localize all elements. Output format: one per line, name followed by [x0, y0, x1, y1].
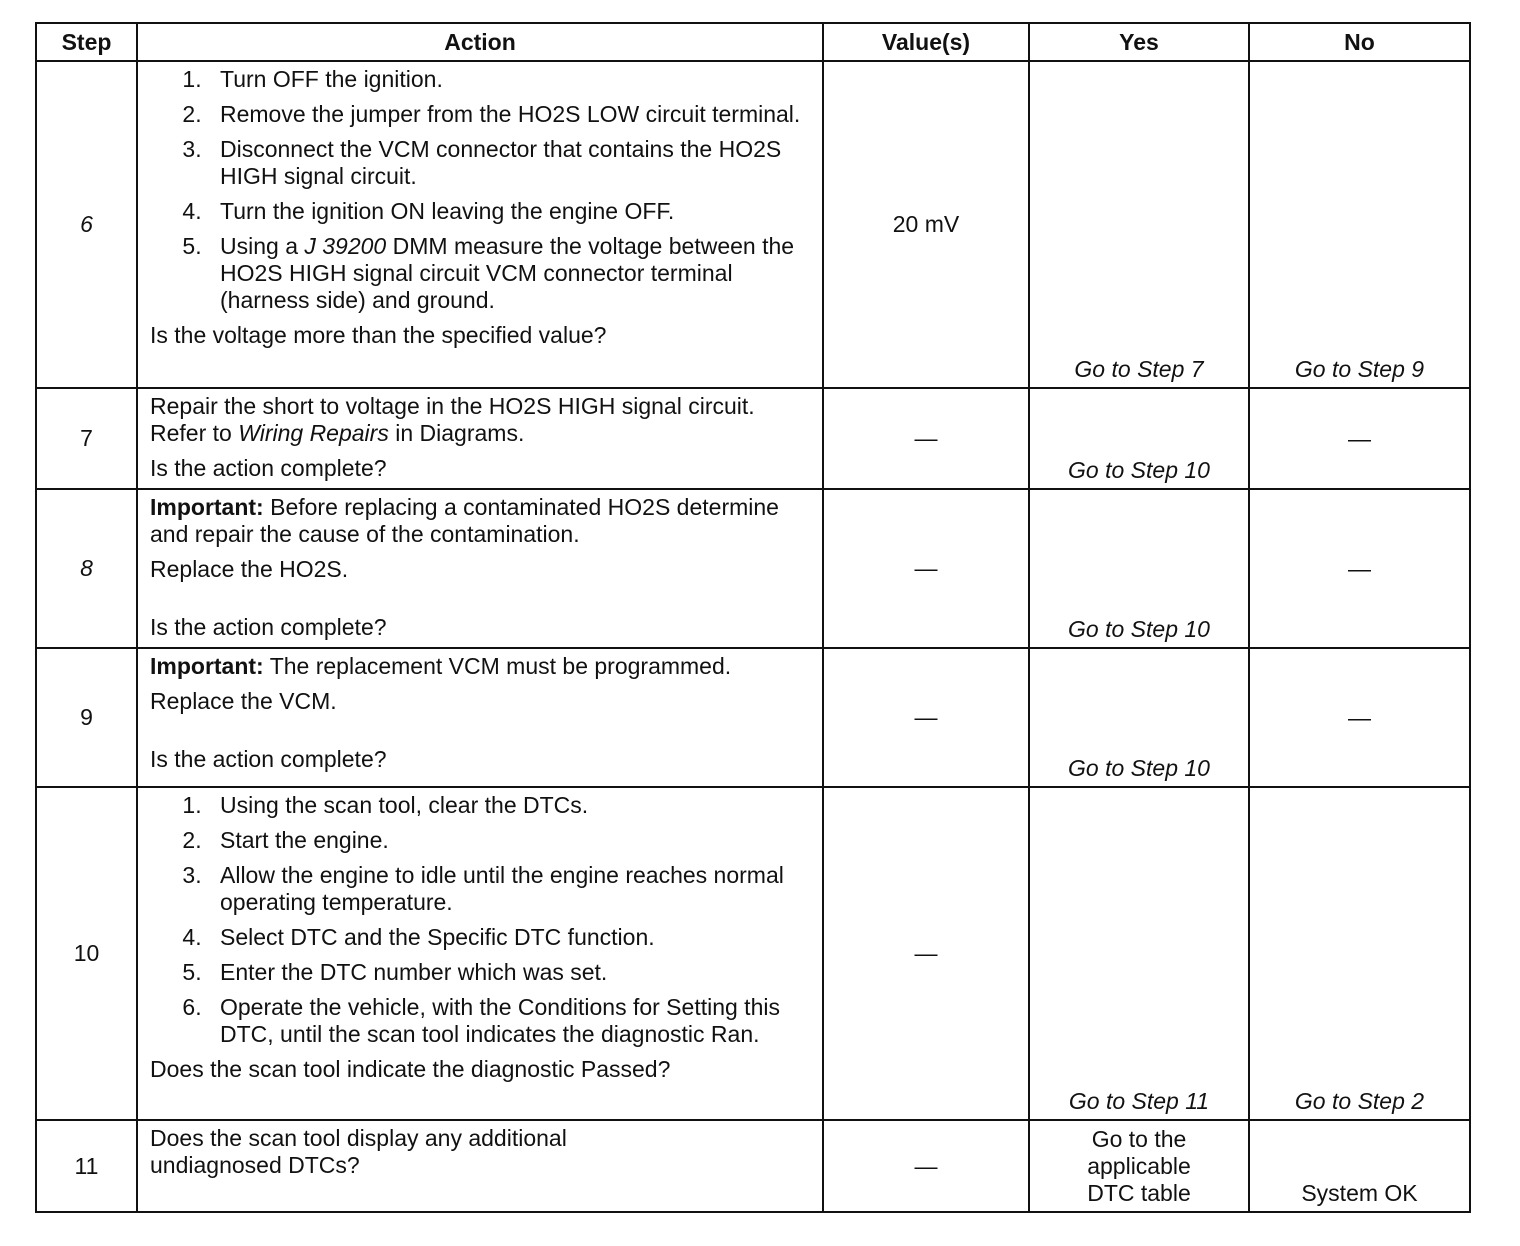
action-cell — [137, 1120, 823, 1212]
list-item: 5. Enter the DTC number which was set. — [208, 959, 810, 986]
header-values: Value(s) — [823, 23, 1029, 61]
list-item: 1. Using the scan tool, clear the DTCs. — [208, 792, 810, 819]
no-cell — [1249, 388, 1470, 489]
action-cell — [137, 648, 823, 787]
tool-number: J 39200 — [304, 233, 387, 259]
question: Does the scan tool indicate the diagnostic Passed? — [150, 1056, 671, 1082]
important-label: Important: — [150, 653, 264, 679]
question: Is the action complete? — [150, 746, 387, 772]
action-list — [150, 792, 810, 1048]
important-note — [150, 494, 810, 548]
list-item: 3. Disconnect the VCM connector that contains the HO2S HIGH signal circuit. — [208, 136, 810, 190]
text-segment: Using a — [220, 233, 305, 259]
yes-link: Go to Step 10 — [1068, 616, 1210, 642]
header-no: No — [1249, 23, 1470, 61]
table-row-step-7 — [36, 388, 1470, 489]
table-row-step-9 — [36, 648, 1470, 787]
value-cell: — — [823, 648, 1029, 787]
step-number: 6 — [36, 61, 137, 388]
diagnostic-table — [35, 22, 1471, 1213]
yes-link: Go to Step 10 — [1068, 755, 1210, 781]
important-text: Before replacing a contaminated HO2S determine and repair the cause of the contamination. — [150, 494, 779, 547]
yes-cell — [1029, 61, 1249, 388]
important-text: The replacement VCM must be programmed. — [263, 653, 732, 679]
step-number: 10 — [36, 787, 137, 1120]
list-item: 4. Turn the ignition ON leaving the engine OFF. — [208, 198, 810, 225]
no-cell — [1249, 61, 1470, 388]
value-cell: — — [823, 787, 1029, 1120]
value-cell: 20 mV — [823, 61, 1029, 388]
action-cell — [137, 61, 823, 388]
yes-link: Go to Step 11 — [1068, 1088, 1210, 1114]
yes-cell — [1029, 787, 1249, 1120]
header-action: Action — [137, 23, 823, 61]
header-yes: Yes — [1029, 23, 1249, 61]
text-segment: Repair the short to voltage in the HO2S HIGH signal circuit. Refer to — [150, 393, 755, 446]
no-link: Go to Step 2 — [1294, 1088, 1425, 1114]
list-item: 6. Operate the vehicle, with the Conditions for Setting this DTC, until the scan tool indicates the diagnostic Ran. — [208, 994, 810, 1048]
question: Is the action complete? — [150, 614, 387, 640]
list-item: 3. Allow the engine to idle until the engine reaches normal operating temperature. — [208, 862, 810, 916]
table-row-step-10 — [36, 787, 1470, 1120]
action-text — [150, 393, 810, 447]
action-list — [150, 66, 810, 314]
text-segment: in Diagrams. — [388, 420, 525, 446]
no-result: System OK — [1301, 1180, 1418, 1206]
step-number: 8 — [36, 489, 137, 648]
question: Does the scan tool display any additional undiagnosed DTCs? — [150, 1125, 567, 1178]
yes-cell — [1029, 648, 1249, 787]
no-value: — — [1348, 425, 1371, 451]
list-item: 2. Start the engine. — [208, 827, 810, 854]
no-cell — [1249, 1120, 1470, 1212]
step-number: 7 — [36, 388, 137, 489]
list-item — [208, 233, 810, 314]
header-row — [36, 23, 1470, 61]
list-item: 4. Select DTC and the Specific DTC function. — [208, 924, 810, 951]
table-row-step-11 — [36, 1120, 1470, 1212]
question: Is the voltage more than the specified value? — [150, 322, 607, 348]
yes-link: Go to Step 7 — [1074, 356, 1204, 382]
reference-text: Wiring Repairs — [238, 420, 389, 446]
action-cell — [137, 388, 823, 489]
value-cell: — — [823, 388, 1029, 489]
yes-cell — [1029, 489, 1249, 648]
step-number: 11 — [36, 1120, 137, 1212]
step-number: 9 — [36, 648, 137, 787]
value-cell: — — [823, 489, 1029, 648]
text-segment: DMM measure the voltage between the HO2S HIGH signal circuit VCM connector terminal (harness side) and ground. — [220, 233, 795, 313]
action-cell — [137, 787, 823, 1120]
table-row-step-6 — [36, 61, 1470, 388]
no-value: — — [1348, 704, 1371, 730]
table-row-step-8 — [36, 489, 1470, 648]
action-text: Replace the VCM. — [150, 688, 337, 714]
yes-cell — [1029, 1120, 1249, 1212]
value-cell: — — [823, 1120, 1029, 1212]
important-label: Important: — [150, 494, 264, 520]
yes-link: Go to Step 10 — [1068, 457, 1210, 483]
no-link: Go to Step 9 — [1294, 356, 1425, 382]
action-text: Replace the HO2S. — [150, 556, 349, 582]
list-item: 1. Turn OFF the ignition. — [208, 66, 810, 93]
no-value: — — [1348, 555, 1371, 581]
important-note — [150, 653, 810, 680]
no-cell — [1249, 489, 1470, 648]
yes-link: Go to the applicable DTC table — [1087, 1126, 1191, 1206]
header-step: Step — [36, 23, 137, 61]
yes-cell — [1029, 388, 1249, 489]
action-cell — [137, 489, 823, 648]
no-cell — [1249, 787, 1470, 1120]
no-cell — [1249, 648, 1470, 787]
list-item: 2. Remove the jumper from the HO2S LOW circuit terminal. — [208, 101, 810, 128]
question: Is the action complete? — [150, 455, 387, 481]
